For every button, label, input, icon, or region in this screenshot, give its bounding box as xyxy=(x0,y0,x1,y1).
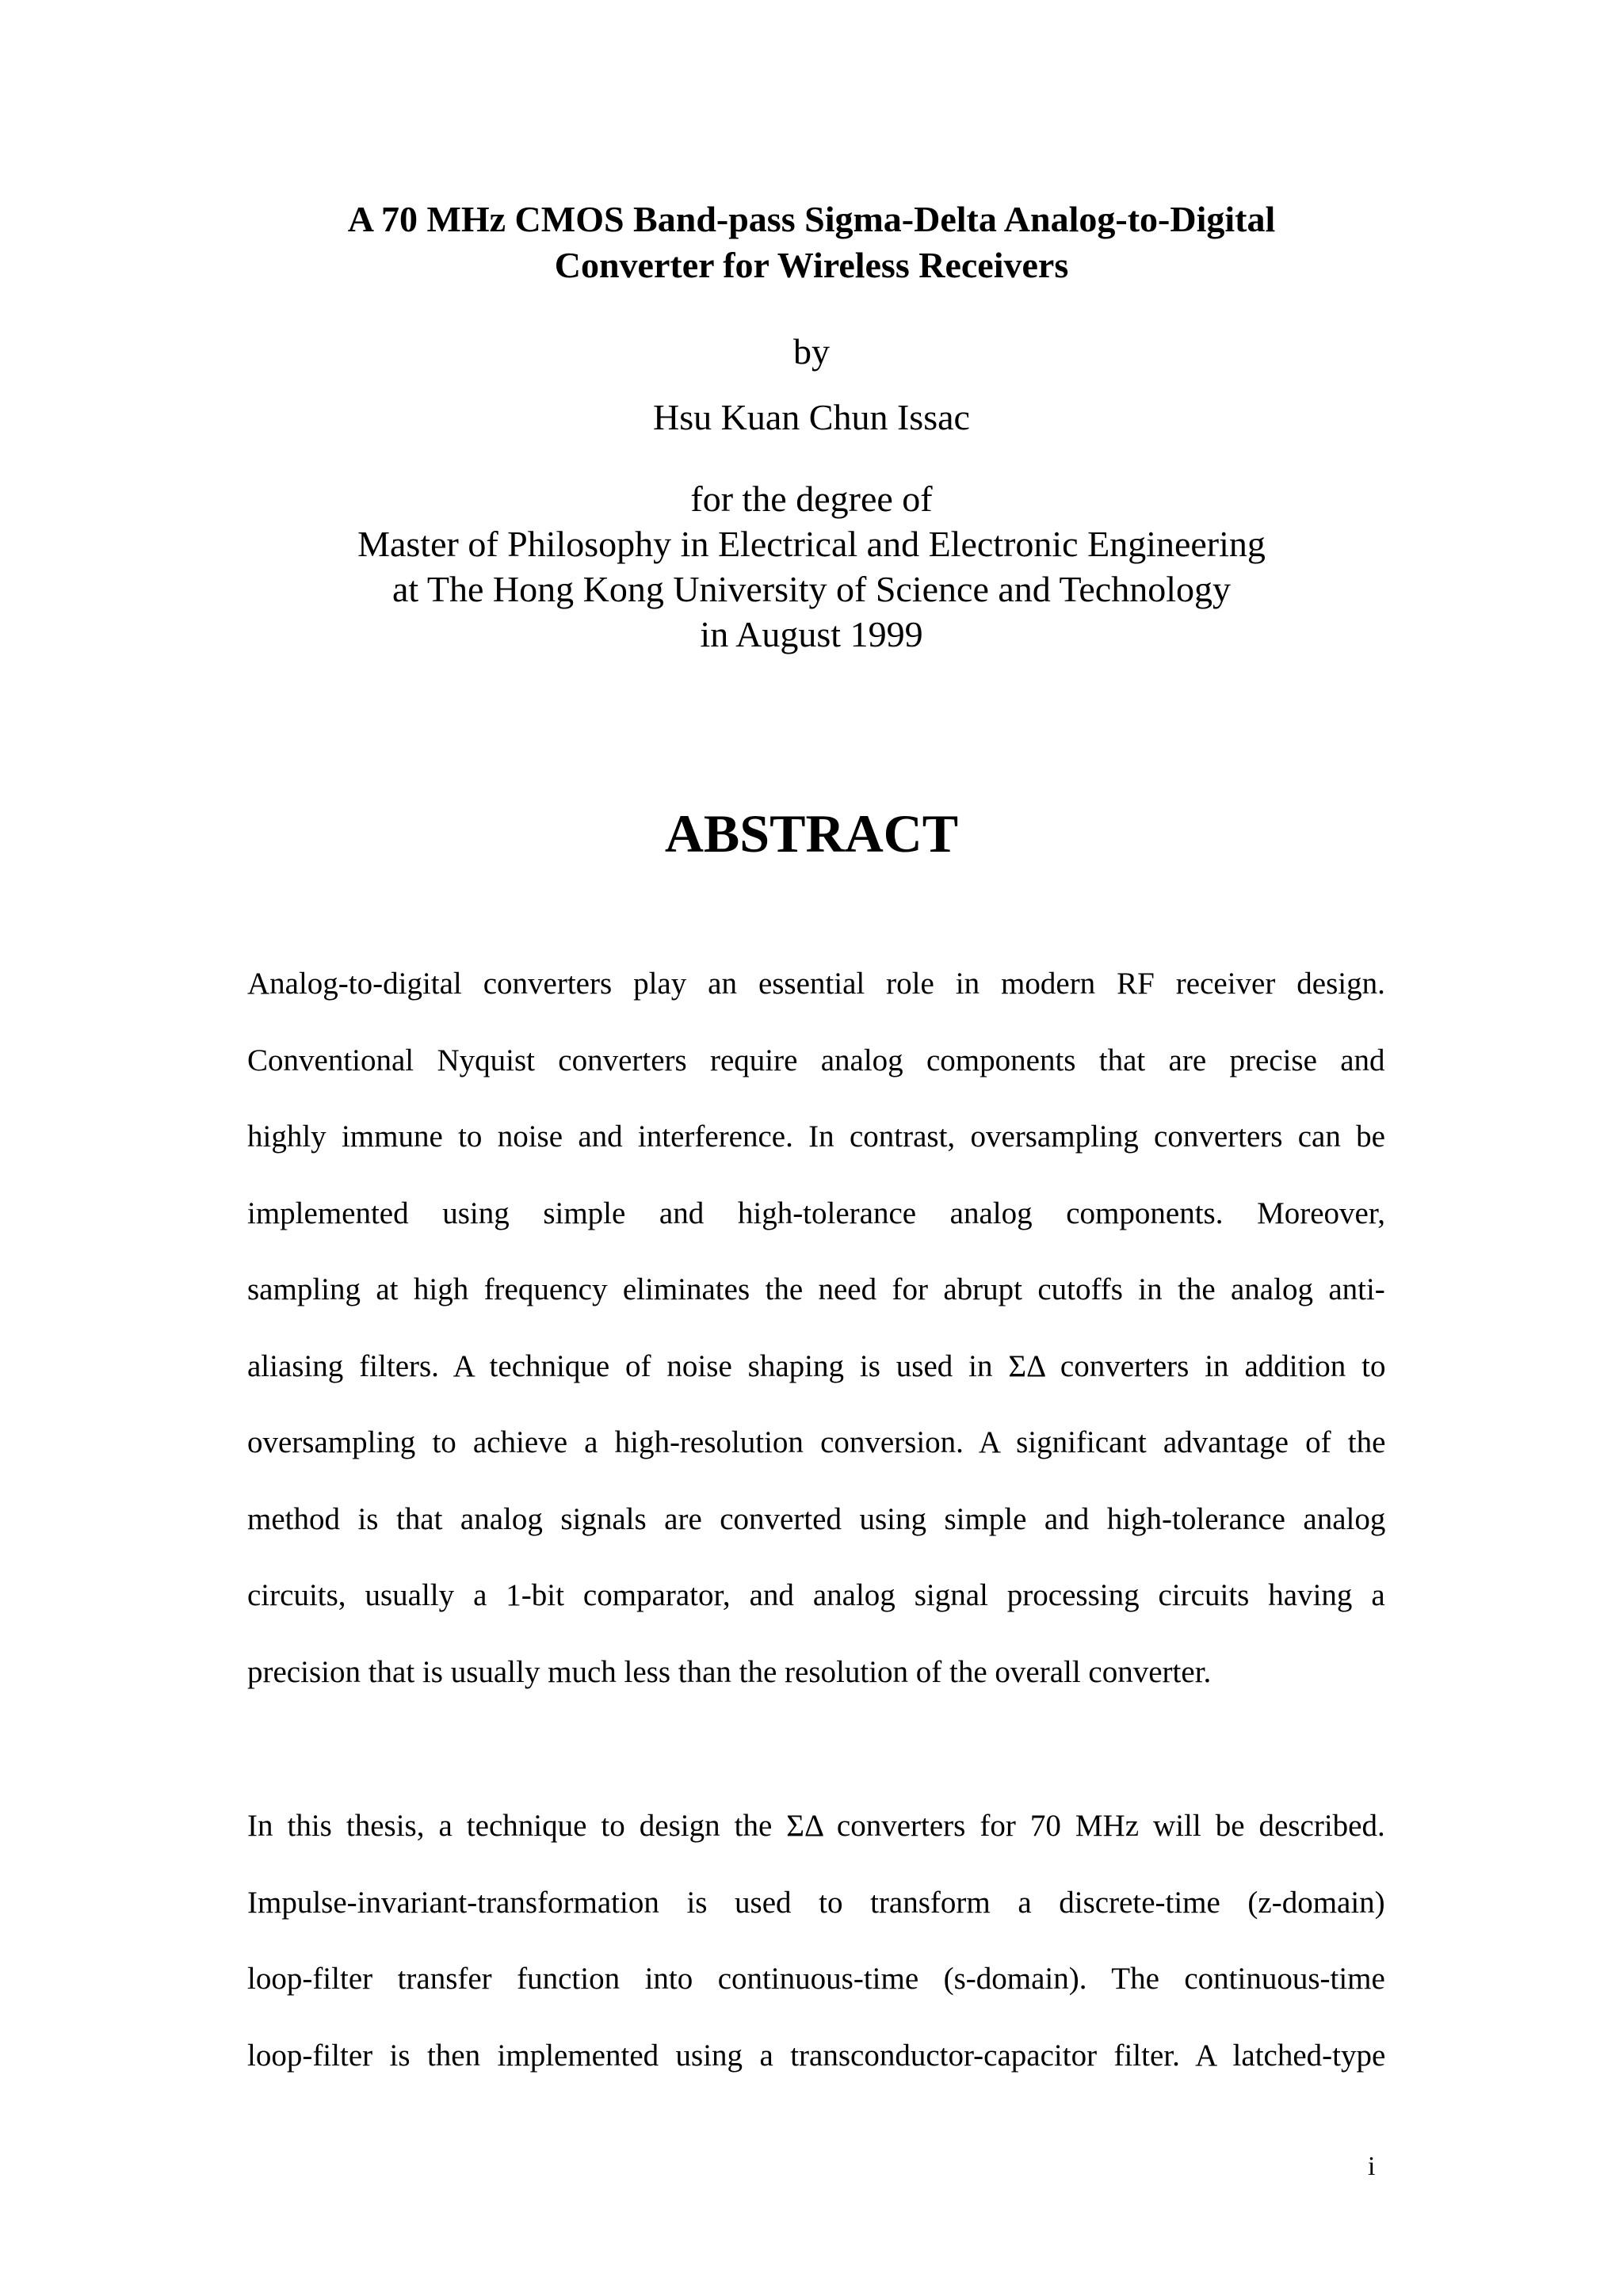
paragraph-line: method is that analog signals are converted using simple and high-tolerance analog xyxy=(247,1501,1386,1536)
page-number: i xyxy=(1368,2152,1376,2181)
abstract-paragraph-2 xyxy=(247,1788,1385,2094)
by-line: by xyxy=(793,331,830,372)
paragraph-line: implemented using simple and high-tolerance analog components. Moreover, xyxy=(247,1196,1386,1230)
degree-statement xyxy=(0,476,1623,657)
paragraph-line: sampling at high frequency eliminates the need for abrupt cutoffs in the analog anti- xyxy=(247,1272,1385,1306)
paragraph-line: Impulse-invariant-transformation is used to transform a discrete-time (z-domain) xyxy=(247,1885,1385,1920)
paragraph-line: Conventional Nyquist converters require analog components that are precise and xyxy=(247,1043,1385,1077)
paragraph-line: highly immune to noise and interference. In contrast, oversampling converters can be xyxy=(247,1119,1385,1154)
paragraph-line: Analog-to-digital converters play an essential role in modern RF receiver design. xyxy=(247,967,1385,1001)
author-name: Hsu Kuan Chun Issac xyxy=(653,397,970,437)
thesis-title xyxy=(0,196,1623,288)
abstract-heading: ABSTRACT xyxy=(664,803,959,864)
degree-line-4: in August 1999 xyxy=(700,614,923,654)
degree-line-2: Master of Philosophy in Electrical and Electronic Engineering xyxy=(357,524,1266,564)
degree-line-3: at The Hong Kong University of Science and Technology xyxy=(392,569,1231,609)
degree-line-1: for the degree of xyxy=(690,479,933,519)
paragraph-line: oversampling to achieve a high-resolution conversion. A significant advantage of the xyxy=(247,1425,1386,1459)
paragraph-line: loop-filter is then implemented using a transconductor-capacitor filter. A latched-type xyxy=(247,2038,1386,2073)
paragraph-line: precision that is usually much less than the resolution of the overall converter. xyxy=(247,1654,1212,1689)
abstract-paragraph-1 xyxy=(247,946,1385,1711)
paragraph-line: circuits, usually a 1-bit comparator, and analog signal processing circuits having a xyxy=(247,1578,1385,1612)
title-line-1: A 70 MHz CMOS Band-pass Sigma-Delta Analog-to-Digital xyxy=(347,199,1276,239)
paragraph-line: loop-filter transfer function into continuous-time (s-domain). The continuous-time xyxy=(247,1962,1385,1996)
paragraph-line: In this thesis, a technique to design the ΣΔ converters for 70 MHz will be described. xyxy=(247,1809,1385,1843)
title-line-2: Converter for Wireless Receivers xyxy=(554,245,1069,285)
paragraph-line: aliasing filters. A technique of noise shaping is used in ΣΔ converters in addition to xyxy=(247,1348,1386,1383)
